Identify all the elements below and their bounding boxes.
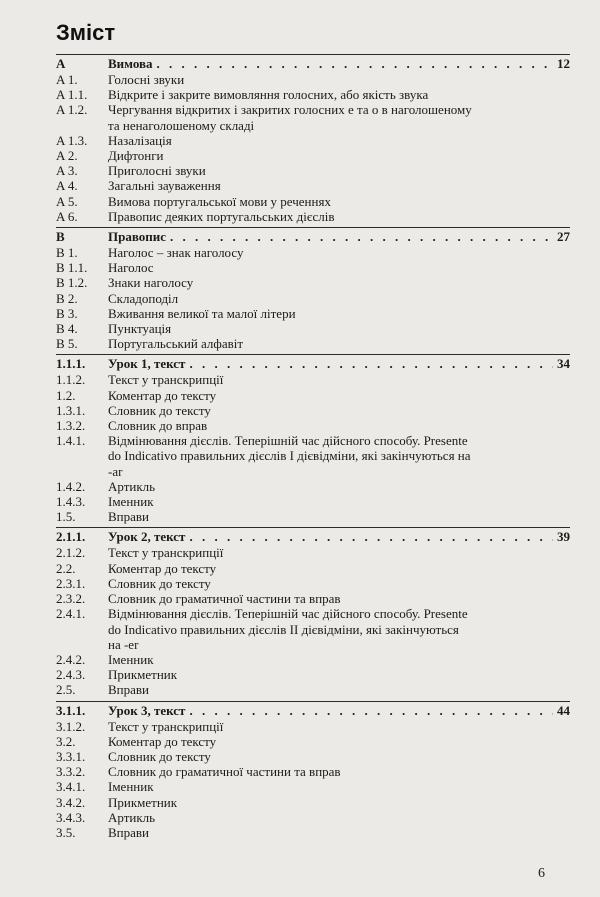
page-number: 6 [538,866,545,881]
entry-number: 3.4.2. [56,794,86,810]
toc-section-heading[interactable] [56,703,570,719]
entry-title: Текст у транскрипції [108,545,224,561]
entry-title: Наголос – знак наголосу [108,245,244,261]
section-divider [56,354,570,355]
entry-title: Вживання великої та малої літери [108,305,296,321]
section-title: Вимова [108,56,153,71]
section-title: Урок 1, текст [108,356,186,372]
entry-number: 1.2. [56,387,76,403]
section-page-number: 39 [557,529,570,545]
entry-number: A 3. [56,163,78,179]
section-number: A [56,56,66,71]
entry-number: A 6. [56,208,78,224]
toc-entry[interactable] [56,795,570,810]
toc-entry[interactable] [56,194,570,209]
entry-title: Вправи [108,682,149,698]
toc-entry[interactable] [56,591,570,606]
toc-entry[interactable] [56,133,570,148]
section-title: Урок 2, текст [108,529,186,545]
entry-number: 3.3.1. [56,748,86,764]
entry-number: 3.2. [56,733,76,749]
entry-number: 2.4.2. [56,651,86,667]
entry-number: 2.4.3. [56,667,86,683]
toc-entry[interactable] [56,561,570,576]
entry-number: B 4. [56,321,78,337]
toc-entry[interactable] [56,494,570,509]
section-number: 1.1.1. [56,356,86,372]
entry-title: Знаки наголосу [108,275,194,291]
entry-number: 1.4.1. [56,433,86,449]
entry-title: Коментар до тексту [108,560,217,576]
entry-title: Відкрите і закрите вимовляння голосних, або якість звука [108,87,429,103]
toc-entry[interactable] [56,606,570,652]
toc-entry[interactable] [56,418,570,433]
entry-title: Словник до граматичної частини та вправ [108,591,341,607]
toc-entry[interactable] [56,245,570,260]
entry-number: 2.3.2. [56,591,86,607]
toc-entry[interactable] [56,372,570,387]
entry-title: Складоподіл [108,290,179,306]
table-of-contents [56,54,570,840]
toc-entry[interactable] [56,321,570,336]
entry-number: A 1. [56,72,78,87]
entry-number: 3.4.1. [56,779,86,795]
entry-title: Словник до тексту [108,748,211,764]
section-number: 3.1.1. [56,702,86,718]
toc-entry[interactable] [56,433,570,479]
entry-number: B 3. [56,305,78,321]
toc-section-heading[interactable] [56,356,570,372]
entry-number: B 1. [56,245,78,261]
toc-entry[interactable] [56,209,570,224]
entry-number: B 1.2. [56,275,88,291]
entry-number: 3.1.2. [56,718,86,734]
entry-title: Іменник [108,779,154,795]
section-divider [56,227,570,228]
entry-number: 3.3.2. [56,764,86,780]
entry-title: Артикль [108,809,156,825]
entry-number: 1.3.2. [56,418,86,434]
entry-number: B 5. [56,336,78,352]
toc-section-heading[interactable] [56,229,570,245]
entry-number: 1.4.3. [56,494,86,510]
toc-entry[interactable] [56,336,570,351]
leader-dots [189,356,553,372]
entry-number: 1.5. [56,509,76,525]
toc-entry[interactable] [56,779,570,794]
entry-title: Наголос [108,260,154,276]
entry-title: Відмінювання дієслів. Теперішній час дійсного способу. Presente do Indicativo правильних дієслів II дієвідміни, які закінчуються на -er [108,606,468,652]
entry-title: Вправи [108,824,149,840]
entry-number: 1.3.1. [56,402,86,418]
entry-number: 1.1.2. [56,372,86,388]
entry-number: A 2. [56,148,78,164]
toc-entry[interactable] [56,764,570,779]
toc-entry[interactable] [56,275,570,290]
entry-title: Правопис деяких португальських дієслів [108,208,335,224]
section-page-number: 27 [557,229,570,245]
entry-number: B 1.1. [56,260,88,276]
entry-title: Прикметник [108,794,178,810]
entry-title: Словник до вправ [108,418,208,434]
section-title: Урок 3, текст [108,702,186,718]
entry-number: 3.4.3. [56,809,86,825]
section-number: B [56,229,65,245]
entry-number: B 2. [56,290,78,306]
section-divider [56,527,570,528]
entry-title: Текст у транскрипції [108,718,224,734]
section-page-number: 12 [557,56,570,71]
toc-entry[interactable] [56,178,570,193]
entry-number: A 4. [56,178,78,194]
entry-title: Голосні звуки [108,72,185,87]
toc-entry[interactable] [56,652,570,667]
entry-number: A 5. [56,193,78,209]
entry-title: Текст у транскрипції [108,372,224,388]
toc-entry[interactable] [56,682,570,697]
toc-entry[interactable] [56,667,570,682]
entry-title: Відмінювання дієслів. Теперішній час дійсного способу. Presente do Indicativo правильних дієслів I дієвідміни, які закінчуються на -ar [108,433,471,479]
toc-entry[interactable] [56,576,570,591]
toc-section-heading[interactable] [56,529,570,545]
entry-number: A 1.2. [56,102,88,118]
entry-number: 2.5. [56,682,76,698]
toc-entry[interactable] [56,509,570,524]
entry-title: Словник до тексту [108,575,211,591]
leader-dots [189,529,553,545]
entry-title: Вправи [108,509,149,525]
entry-number: A 1.3. [56,132,88,148]
entry-number: 1.4.2. [56,478,86,494]
toc-entry[interactable] [56,306,570,321]
entry-title: Прикметник [108,667,178,683]
toc-entry[interactable] [56,72,570,87]
toc-entry[interactable] [56,403,570,418]
entry-number: 2.2. [56,560,76,576]
toc-entry[interactable] [56,87,570,102]
section-page-number: 34 [557,356,570,372]
entry-number: 2.3.1. [56,575,86,591]
section-number: 2.1.1. [56,529,86,545]
entry-number: A 1.1. [56,87,88,103]
toc-entry[interactable] [56,163,570,178]
toc-entry[interactable] [56,479,570,494]
entry-title: Пунктуація [108,321,172,337]
toc-entry[interactable] [56,148,570,163]
toc-entry[interactable] [56,749,570,764]
toc-entry[interactable] [56,388,570,403]
section-divider [56,701,570,702]
entry-title: Чергування відкритих і закритих голосних e та o в наголошеному та ненаголошеному складі [108,102,472,133]
entry-number: 2.1.2. [56,545,86,561]
toc-entry[interactable] [56,734,570,749]
entry-title: Словник до граматичної частини та вправ [108,764,341,780]
toc-section-heading[interactable] [56,56,570,72]
page-title: Зміст [56,20,116,45]
toc-entry[interactable] [56,291,570,306]
entry-title: Артикль [108,478,156,494]
entry-number: 2.4.1. [56,606,86,622]
toc-entry[interactable] [56,719,570,734]
entry-title: Приголосні звуки [108,163,206,179]
entry-title: Загальні зауваження [108,178,221,194]
entry-title: Словник до тексту [108,402,211,418]
entry-number: 3.5. [56,824,76,840]
entry-title: Коментар до тексту [108,733,217,749]
leader-dots [189,703,553,719]
leader-dots [170,229,553,245]
toc-entry[interactable] [56,260,570,275]
entry-title: Назалізація [108,132,172,148]
toc-entry[interactable] [56,102,570,132]
toc-entry[interactable] [56,810,570,825]
section-title: Правопис [108,229,167,245]
entry-title: Вимова португальської мови у реченнях [108,193,331,209]
leader-dots [157,56,553,72]
section-divider [56,54,570,55]
entry-title: Іменник [108,651,154,667]
entry-title: Дифтонги [108,148,164,164]
toc-entry[interactable] [56,545,570,560]
entry-title: Коментар до тексту [108,387,217,403]
section-page-number: 44 [557,702,570,718]
toc-entry[interactable] [56,825,570,840]
entry-title: Іменник [108,494,154,510]
entry-title: Португальський алфавіт [108,336,244,352]
